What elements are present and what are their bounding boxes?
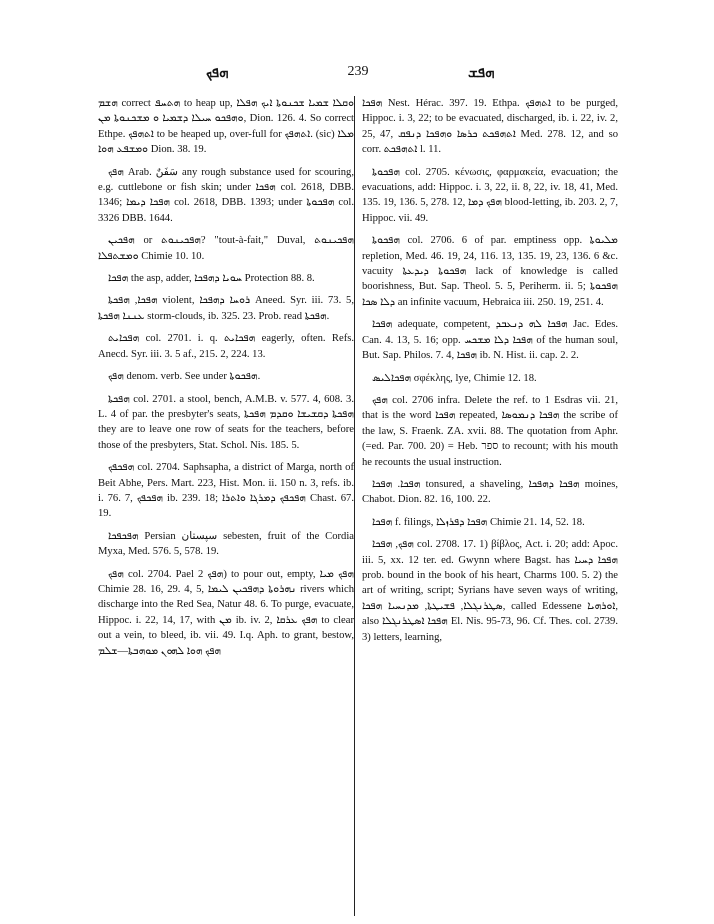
- dictionary-entry: ܗܦܟ denom. verb. See under ܗܦܟܘܬܐ.: [108, 371, 261, 383]
- left-column: [98, 96, 354, 666]
- dictionary-entry: ܗܦܟܦܟܐ Persian سپستان sebesten, fruit of the Cordia Myxa, Med. 576. 5, 578. 19.: [98, 530, 355, 558]
- dictionary-entry: ܗܦܟ Arab. سَفَنٌ any rough substance used for scouring, e.g. cuttlebone or fish skin; under ܗܦܟܐ col. 2618, DBB. 1346; ܗܦܟܐ ܕܝܡܐ col. 2618, DBB. 1393; under ܗܦܟܘܬܐ col. 3326 DBB. 1644.: [98, 166, 355, 224]
- running-header: [98, 64, 618, 86]
- dictionary-entry: ܗܦܟ col. 2706 infra. Delete the ref. to 1 Esdras vii. 21, that is the word ܗܦܟܐ repeated, ܗܦܟܐ ܕܢܡܘܣܐ the scribe of the law, S. Fraenk. ZA. xvii. 88. The quotation from Aphr. (=ed. Par. 700. 20) = Heb. ספר to recount; with his mouth he recounts the usual instruction.: [362, 394, 618, 468]
- dictionary-entry: ܗܦܟܐ f. filings, ܗܦܟܐ ܕܦܪܙܠܐ Chimie 21. 14, 52. 18.: [372, 516, 585, 528]
- dictionary-entry: ܗܦܟܐ the asp, adder, ܚܘܝܐ ܕܗܦܟܐ Protection 88. 8.: [108, 273, 315, 285]
- right-column: [362, 96, 618, 652]
- left-headword: ܗܦܟ: [206, 65, 229, 81]
- dictionary-entry: ܗܦܟ, ܗܦܟܐ col. 2708. 17. 1) βίβλος, Act. i. 20; add: Apoc. iii. 5, xx. 12 ter. ed. Gwynn where Bagst. has ܗܦܟܐ ܕܚܝܐ prob. bound in the book of his heart, Charms 100. 5. 2) the art of writing, script; Syrians have seven ways of writing, ܣܛܪܢܓܠܐ, ܦܫܝܛܬܐ, ܡܕܢܚܝܐ ܗܦܟܐ, called Edessene ܐܘܪܗܝܐ, also ܗܦܟܐ ܐܣܛܪܢܓܠܐ El. Nis. 95-73, 96. Cf. Thes. col. 2739. 3) letters, learning,: [362, 539, 618, 643]
- dictionary-entry: ܗܦܟܘܬܐ col. 2706. 6 of par. emptiness opp. ܡܠܝܘܬܐ repletion, Med. 46. 19, 24, 116. 13, 135. 19, 23, 136. 6 &c. vacuity ܗܦܟܘܬܐ ܕܝܕܥܬܐ lack of knowledge is called boorishness, But. Sap. Theol. 5. 5, Periherm. ii. 5; ܗܦܟܘܬܐ ܕܠܐ ܣܟܐ an infinite vacuum, Hebraica iii. 250. 19, 251. 4.: [362, 235, 618, 308]
- dictionary-entry: ܗܦܟ col. 2704. Pael ܗܦܟ 2) to pour out, empty, ܗܦܟ ܡܝܐ Chimie 28. 16, 29. 4, 5, ܢܗܪܘܬܐ ܕܗܦܟܝܢ ܠܝܡܐ rivers which discharge into the Red Sea, Natur 48. 6. To purge, evacuate, Hippoc. i. 22, 14, 17, with ܡܢ ib. iv. 2, ܗܦܟ ܥܪܩܐ to clear out a vein, to bleed, ib. vii. 49. I.q. Aph. to grant, bestow, ܗܦܟ ܗܘܐ ܠܗܘܢ ܡܘܗܒܬܐ—ܫܠܡ: [98, 568, 354, 657]
- dictionary-entry: ܗܦܟܐ. ܗܦܟܐ tonsured, a shaveling, ܗܦܟܐ ܕܗܦܟܐ moines, Chabot. Dion. 82. 16, 100. 22.: [362, 478, 618, 506]
- dictionary-entry: ܗܦܟܐ, ܗܦܟܬܐ violent, ܪܘܚܐ ܕܗܦܟܐ Aneed. Syr. iii. 73. 5, ܥܢܢܐ ܗܦܟܬܐ storm-clouds, ib. 325. 23. Prob. read ܗܦܟܬܐ.: [98, 295, 354, 322]
- dictionary-entry: ܗܦܟܐ adequate, competent, ܗܦܟܐ ܠܗ ܕܢܥܒܕ Jac. Edes. Can. 4. 13, 5. 16; opp. ܗܦܟܐ ܕܠܐ ܡܫܟܚ of the human soul, But. Sap. Philos. 7. 4, ܗܦܟܐ ib. N. Hist. ii. cap. 2. 2.: [362, 319, 618, 362]
- dictionary-entry: ܗܦܟܐܠܝܣ σφέκλης, lye, Chimie 12. 18.: [372, 372, 537, 384]
- dictionary-entry: ܗܫܡ correct ܗܬܚܦ to heap up, ܘܩܠܐ ܫܡܝܐ ܫܟܢܘܬܐ ܐܝܟ ܗܦܠܐ ܘܗܦܟܘ ܚܝܠܐ ܕܫܡܝܐ ܘ ܡܫܟܢܘܬܐ ܡܢ, Dion. 126. 4. So correct Ethpe. ܐܬܗܦܟ to be heaped up, over-full for ܐܬܗܦܟ. (sic) ܡܠܐ ܘܡܫܦܥ ܗܘܐ Dion. 38. 19.: [98, 98, 354, 156]
- column-divider: [354, 96, 355, 916]
- right-headword: ܗܦܫ: [468, 65, 495, 81]
- dictionary-entry: ܗܦܟܦܟ col. 2704. Saphsapha, a district of Marga, north of Beit Abhe, Pers. Mart. 223, Hist. Mon. ii. 150 n. 3, refs. ib. i. 76. 7, ܗܦܟܦܟ ib. 239. 18; ܗܦܟܦܟ ܕܡܪܓܐ ܘܐܬܪܐ Chast. 67. 19.: [98, 462, 354, 520]
- dictionary-entry: ܗܦܟܬܐ col. 2701. a stool, bench, A.M.B. v. 577. 4, 608. 3. L. 4 of par. the presbyter's seats, ܗܦܟܬܐ ܕܩܫܝܫܐ ܘܩܕܡ ܗܦܟܬܐ they are to leave one row of seats for the teachers, before those of the presbyters, Stat. Schol. Nis. 185. 5.: [98, 393, 354, 451]
- page-number: 239: [347, 64, 369, 79]
- dictionary-entry: ܗܦܟܝܢ or ܗܦܟܝܢܘܬ? "tout-à-fait," Duval, ܗܦܟܝܢܘܬ ܘܡܫܬܦܠܐ Chimie 10. 10.: [98, 235, 354, 262]
- dictionary-entry: ܗܦܟܐܝܬ col. 2701. i. q. ܗܦܟܐܝܬ eagerly, often. Refs. Anecd. Syr. iii. 3. 5 af., 215. 2, 224. 13.: [98, 333, 354, 360]
- dictionary-entry: ܗܦܟܘܬܐ col. 2705. κένωσις, φαρμακεία, evacuation; the evacuations, add: Hippoc. i. 3, 22, ii. 8, 22, iv. 18, 41, Med. 135. 19, 136. 5, 278. 12, ܗܦܟ ܕܡܐ blood-letting, ib. 203. 2, 7, Hippoc. vii. 49.: [362, 166, 618, 224]
- dictionary-entry: ܗܦܟܐ Nest. Hérac. 397. 19. Ethpa. ܐܬܗܦܟ to be purged, Hippoc. i. 3, 22; to be evacuated, discharged, ib. i. 22, iv. 2, 25, 47, ܐܬܗܦܟܬ ܟܪܣܐ ܘܗܦܟܐ ܕܢܦܩ Med. 278. 12, and so corr. ܐܬܗܦܟܬ l. 11.: [362, 98, 619, 156]
